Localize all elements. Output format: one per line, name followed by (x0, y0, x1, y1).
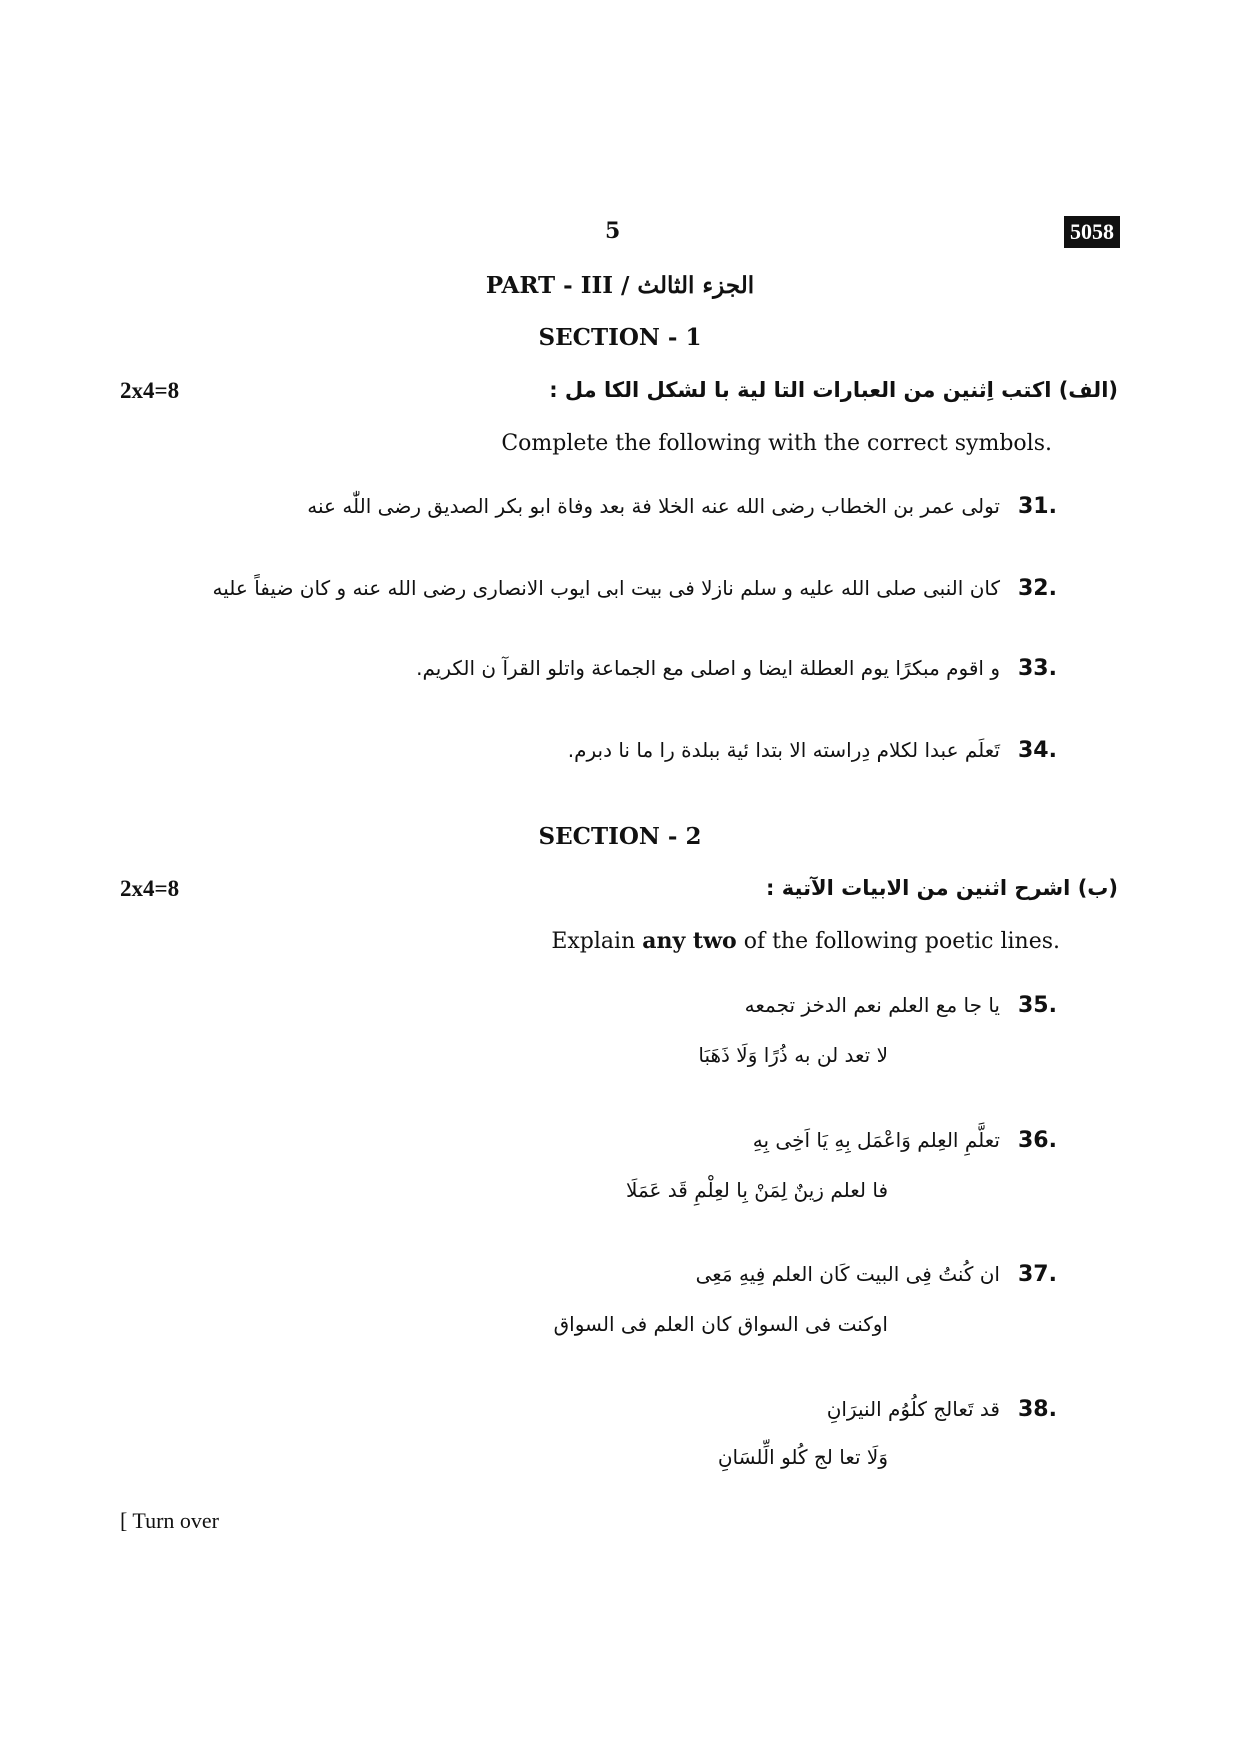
question-text: تَعلَم عبدا لكلام دِراسته الا بتدا ئية ببلدة را ما نا دبرم. (567, 738, 1000, 762)
question-text: و اقوم مبكرًا يوم العطلة ايضا و اصلى مع الجماعة واتلو القرآ ن الكريم. (416, 656, 1000, 680)
page-number: 5 (605, 218, 621, 244)
question-number: 32. (1018, 576, 1057, 601)
section-1-marks: 2x4=8 (120, 378, 180, 403)
verse-line-1: قد تَعالج كلُوُم النيرَانِ (826, 1397, 1000, 1421)
verse-line-1: ان كُنتُ فِى البيت كَان العلم فِيهِ مَعِى (695, 1262, 1000, 1286)
section-1-instruction-en: Complete the following with the correct symbols. (501, 431, 1052, 456)
question-number: 36. (1018, 1128, 1057, 1153)
question-text: تولى عمر بن الخطاب رضى الله عنه الخلا فة بعد وفاة ابو بكر الصديق رضى اللّٰه عنه (307, 494, 1000, 518)
section-2-instruction-en (551, 928, 1060, 954)
section-1-title: SECTION - 1 (538, 324, 702, 351)
instruction-post: of the following poetic lines. (736, 929, 1060, 954)
instruction-pre: Explain (551, 929, 643, 954)
section-2-instruction-ar: (ب) اشرح اثنين من الابيات الآتية : (766, 876, 1118, 900)
instruction-bold: any two (642, 928, 737, 954)
question-text: كان النبى صلى الله عليه و سلم نازلا فى بيت ابى ايوب الانصارى رضى الله عنه و كان ضيفاً عليه (212, 576, 1000, 600)
verse-line-2: فا لعلم زينٌ لِمَنْ بِا لعِلْمِ قَد عَمَلَا (626, 1178, 888, 1202)
section-1-instruction-ar: (الف) اكتب اِثنين من العبارات التا لية با لشكل الكا مل : (549, 378, 1118, 402)
question-number: 33. (1018, 656, 1057, 681)
verse-line-2: وَلَا تعا لج كُلو الِّلسَانِ (717, 1445, 888, 1469)
verse-line-2: اوكنت فى السواق كان العلم فى السواق (553, 1312, 888, 1336)
turn-over-note: [ Turn over (120, 1508, 220, 1533)
question-number: 37. (1018, 1262, 1057, 1287)
section-2-marks: 2x4=8 (120, 876, 180, 901)
question-number: 34. (1018, 738, 1057, 763)
verse-line-1: تعلَّمِ العِلم وَاعْمَل بِهِ يَا اَخِى بِهِ (752, 1128, 1000, 1152)
question-number: 31. (1018, 494, 1057, 519)
section-2-title: SECTION - 2 (538, 823, 702, 850)
part-title: PART - III / الجزء الثالث (485, 272, 755, 299)
verse-line-2: لا تعد لن به ذُرًا وَلَا ذَهَبَا (698, 1043, 888, 1067)
question-number: 38. (1018, 1397, 1057, 1422)
verse-line-1: يا جا مع العلم نعم الدخز تجمعه (744, 993, 1000, 1017)
paper-code-badge: 5058 (1064, 216, 1120, 248)
question-number: 35. (1018, 993, 1057, 1018)
